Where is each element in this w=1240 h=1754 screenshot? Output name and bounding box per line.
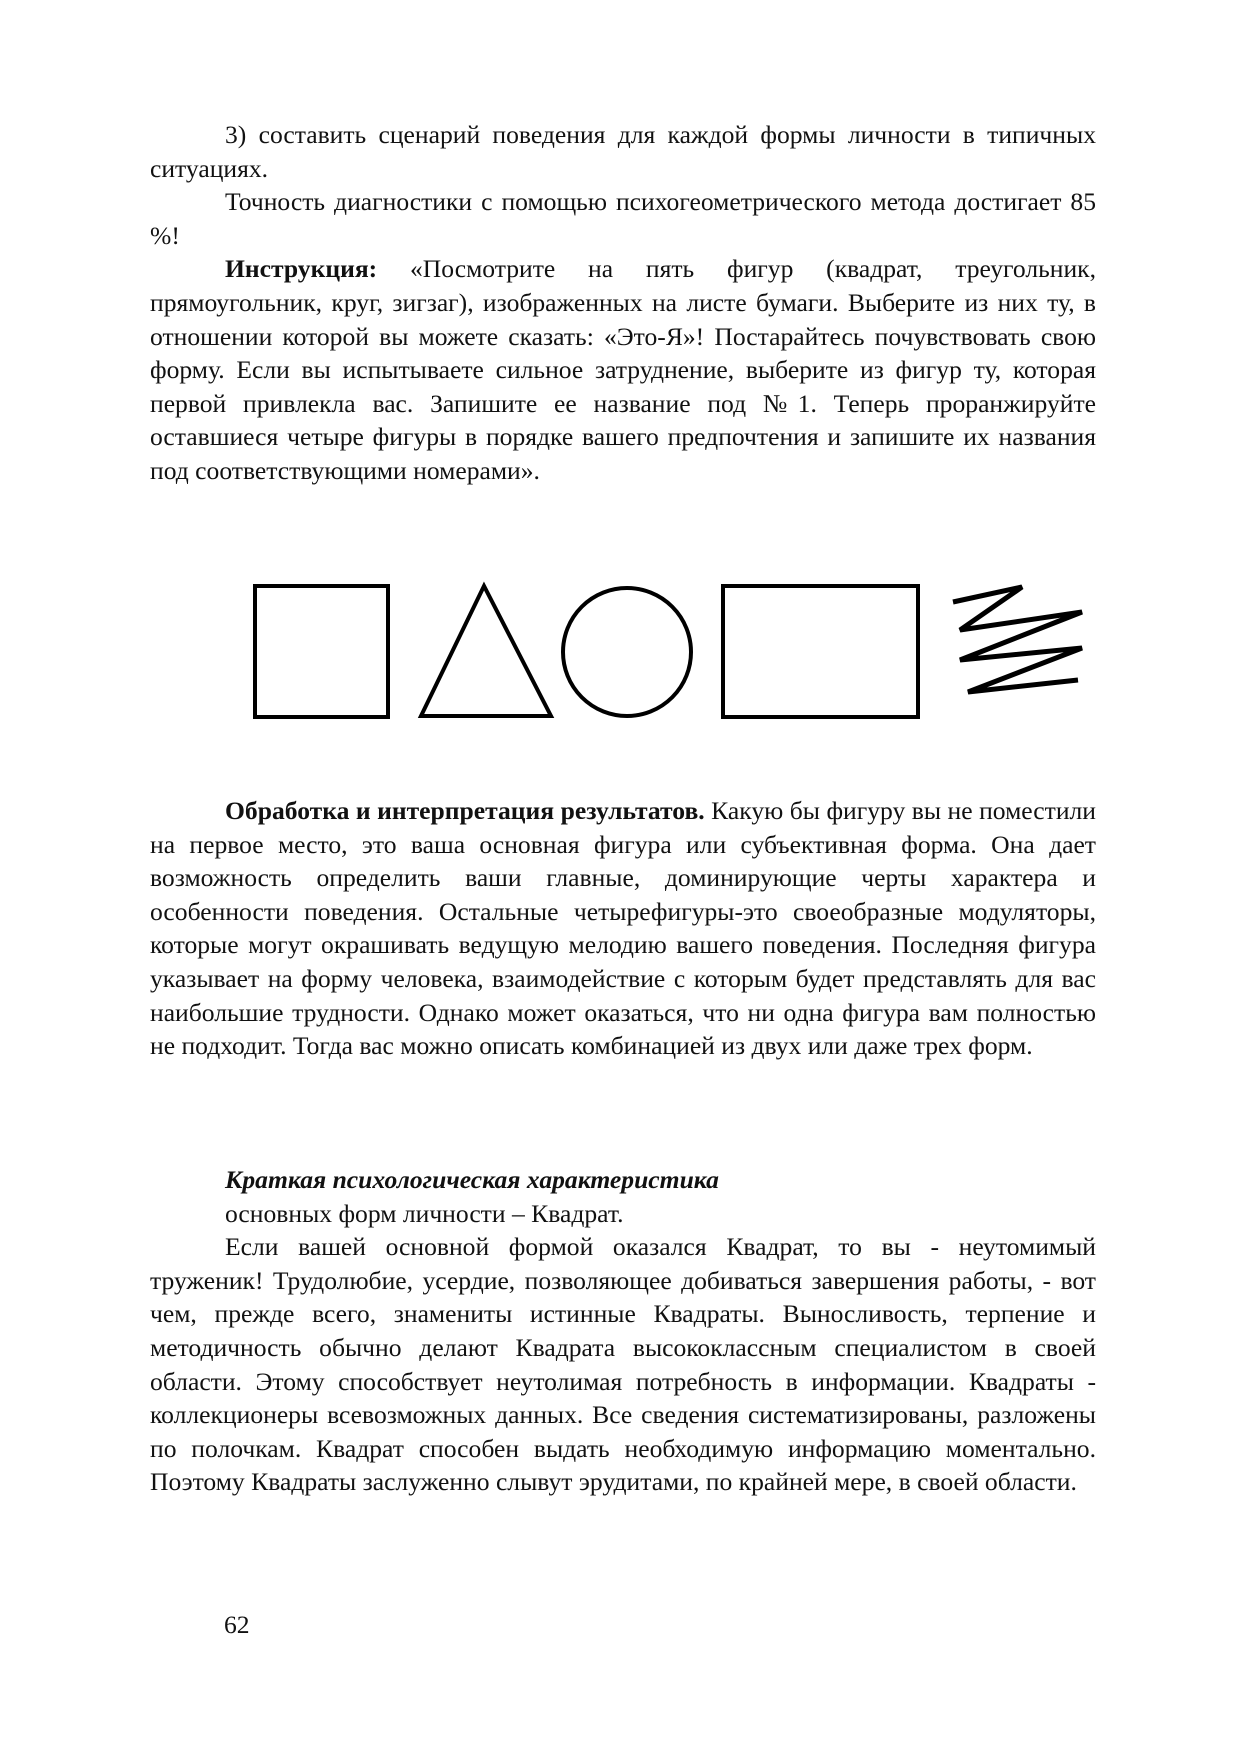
processing-label: Обработка и интерпретация результатов. bbox=[225, 796, 705, 825]
square-shape bbox=[255, 586, 388, 717]
characteristics-section bbox=[150, 1163, 1096, 1499]
instruction-text: «Посмотрите на пять фигур (квадрат, треугольник, прямоугольник, круг, зигзаг), изображенных на листе бумаги. Выберите из них ту, в отношении которой вы можете сказать: «Это-Я»! Постарайтесь почувствовать свою форму. Если вы испытываете сильное затруднение, выберите из фигур ту, которая первой привлекла вас. Запишите ее название под №1. Теперь проранжируйте оставшиеся четыре фигуры в порядке вашего предпочтения и запишите их названия под соответствующими номерами». bbox=[150, 254, 1096, 485]
paragraph-processing bbox=[150, 794, 1096, 1063]
processing-text: Какую бы фигуру вы не поместили на первое место, это ваша основная фигура или субъективная форма. Она дает возможность определить ваши главные, доминирующие черты характера и особенности поведения. Остальные четырефигуры-это своеобразные модуляторы, которые могут окрашивать ведущую мелодию вашего поведения. Последняя фигура указывает на форму человека, взаимодействие с которым будет представлять для вас наибольшие трудности. Однако может оказаться, что ни одна фигура вам полностью не подходит. Тогда вас можно описать комбинацией из двух или даже трех форм. bbox=[150, 796, 1096, 1061]
section-heading-italic: Краткая психологическая характеристика bbox=[225, 1165, 719, 1194]
paragraph-instruction bbox=[150, 252, 1096, 487]
section-heading bbox=[150, 1163, 1096, 1197]
paragraph-1: 3) составить сценарий поведения для каждой формы личности в типичных ситуациях. bbox=[150, 120, 1096, 183]
section-subheading: основных форм личности – Квадрат. bbox=[225, 1198, 624, 1228]
page-number: 62 bbox=[224, 1610, 250, 1639]
page-body bbox=[150, 118, 1096, 1497]
instruction-label: Инструкция: bbox=[225, 254, 378, 284]
processing-section bbox=[150, 794, 1096, 1063]
paragraph-square: Если вашей основной формой оказался Квадрат, то вы - неутомимый труженик! Трудолюбие, усердие, позволяющее добиваться завершения работы, - вот чем, прежде всего, знамениты истинные Квадраты. Выносливость, терпение и методичность обычно делают Квадрата высококлассным специалистом в своей области. Этому способствует неутолимая потребность в информации. Квадраты - коллекционеры всевозможных данных. Все сведения систематизированы, разложены по полочкам. Квадрат способен выдать необходимую информацию моментально. Поэтому Квадраты заслуженно слывут эрудитами, по крайней мере, в своей области. bbox=[150, 1232, 1096, 1497]
zigzag-shape bbox=[953, 587, 1082, 692]
rectangle-shape bbox=[723, 586, 918, 717]
triangle-shape bbox=[421, 586, 551, 716]
circle-shape bbox=[563, 588, 691, 716]
paragraph-2: Точность диагностики с помощью психогеометрического метода достигает 85 %! bbox=[150, 187, 1096, 250]
